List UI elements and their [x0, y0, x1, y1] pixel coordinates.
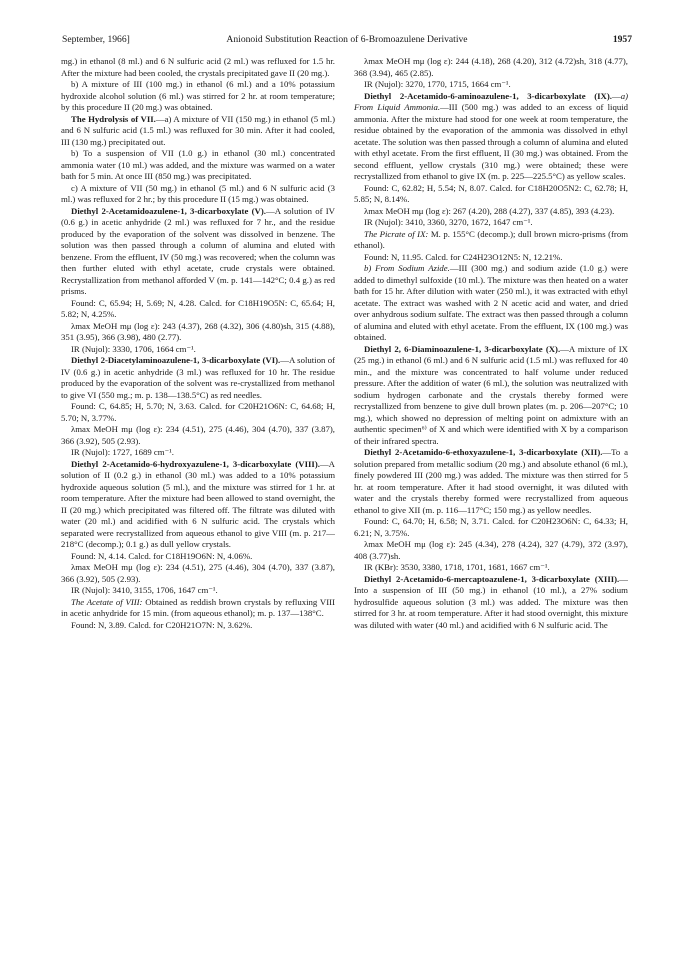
- body-text: Found: N, 4.14. Calcd. for C18H19O6N: N, 4.06%.: [71, 550, 253, 561]
- body-text: IR (Nujol): 3270, 1770, 1715, 1664 cm⁻¹.: [364, 79, 511, 89]
- italic-subheading: The Picrate of IX:: [364, 228, 429, 239]
- compound-heading: Diethyl 2-Acetamido-6-ethoxyazulene-1, 3-dicarboxylate (XII).: [364, 447, 603, 457]
- body-text: λmax MeOH mμ (log ε): 245 (4.34), 278 (4.24), 327 (4.79), 372 (3.97), 408 (3.77)sh.: [354, 539, 628, 561]
- body-text: λmax MeOH mμ (log ε): 234 (4.51), 275 (4.46), 304 (4.70), 337 (3.87), 366 (3.92), 505 (2.93).: [61, 562, 335, 584]
- paragraph: [61, 148, 335, 183]
- paragraph: [354, 562, 628, 574]
- paragraph: [61, 206, 335, 298]
- body-text: Found: N, 11.95. Calcd. for C24H23O12N5: N, 12.21%.: [364, 251, 563, 262]
- paragraph: [61, 620, 335, 632]
- italic-subheading: b) From Sodium Azide.: [364, 263, 450, 273]
- body-text: Found: C, 64.70; H, 6.58; N, 3.71. Calcd. for C20H23O6N: C, 64.33; H, 6.21; N, 3.75%.: [354, 516, 628, 538]
- paragraph: [354, 206, 628, 218]
- paragraph: [61, 424, 335, 447]
- paragraph: [354, 229, 628, 252]
- paragraph: [61, 183, 335, 206]
- paragraph: [61, 551, 335, 563]
- paragraph: [61, 585, 335, 597]
- paragraph: [354, 217, 628, 229]
- compound-heading: Diethyl 2-Acetamidoazulene-1, 3-dicarboxylate (V).: [71, 205, 266, 216]
- body-text: —A solution of II (0.2 g.) in ethanol (30 ml.) was added to a 10% potassium hydroxide aqueous solution (5 ml.), and the mixture was stirred for 1 hr. at room temperature. After the mixture had been allowed to stand overnight, the II (20 mg.) which precipitated was filtered off. The filtrate was diluted with water (20 ml.) and acidified with 6 N sulfuric acid. The crystals which separated were recrystallized from aqueous ethanol to give VIII (m. p. 217—218°C (decomp.); 0.1 g.) as dull yellow crystals.: [61, 458, 335, 549]
- paragraph: [61, 298, 335, 321]
- body-text: —III (500 mg.) was added to an excess of liquid ammonia. After the mixture had stood for one week at room temperature, the residue obtained by the evaporation of the ammonia was dissolved in ethyl acetate. The solution was then passed through a column of alumina and eluted with ethyl acetate. From the first effluent, II (30 mg.) was obtained. From the second effluent, yellow crystals (310 mg.) were obtained; these were recrystallized from ethanol to give IX (m. p. 225—225.5°C) as yellow scales.: [354, 102, 628, 181]
- paragraph: [61, 355, 335, 401]
- paragraph: [61, 562, 335, 585]
- paragraph: [354, 516, 628, 539]
- paragraph: [354, 56, 628, 79]
- paragraph: [354, 79, 628, 91]
- paragraph: [61, 321, 335, 344]
- paragraph: [61, 114, 335, 149]
- body-text: Obtained as reddish brown crystals by refluxing VIII in acetic anhydride for 15 min. (from aqueous ethanol); m. p. 137—138°C.: [61, 596, 335, 618]
- body-text: IR (KBr): 3530, 3380, 1718, 1701, 1681, 1667 cm⁻¹.: [364, 562, 550, 572]
- body-text: Found: N, 3.89. Calcd. for C20H21O7N: N, 3.62%.: [71, 619, 253, 630]
- body-text: —: [611, 90, 621, 101]
- paragraph: [61, 79, 335, 114]
- body-text: Found: C, 62.82; H, 5.54; N, 8.07. Calcd. for C18H20O5N2: C, 62.78; H, 5.85; N, 8.14%.: [354, 182, 628, 204]
- body-text: —a) A mixture of VII (150 mg.) in ethanol (5 ml.) and 6 N sulfuric acid (1.5 ml.) was refluxed for 30 min. After it had cooled, III (130 mg.) precipitated out.: [61, 113, 335, 147]
- italic-subheading: The Acetate of VIII:: [71, 596, 143, 607]
- body-text: —Into a suspension of III (50 mg.) in ethanol (10 ml.), a 27% sodium hydrosulfide aqueous solution (3 ml.) was added. The mixture was then stirred for 3 hr. at room temperature. After it had stood overnight, this mixture was diluted with water (40 ml.) and acidified with 6 N sulfuric acid. The: [354, 573, 628, 630]
- paragraph: [354, 539, 628, 562]
- paragraph: [354, 344, 628, 448]
- body-text: λmax MeOH mμ (log ε): 244 (4.18), 268 (4.20), 312 (4.72)sh, 318 (4.77), 368 (3.94), 465 (2.85).: [354, 56, 628, 78]
- paragraph: [61, 56, 335, 79]
- running-header: [62, 34, 632, 50]
- body-text: c) A mixture of VII (50 mg.) in ethanol (5 ml.) and 6 N sulfuric acid (3 ml.) was refluxed for 2 hr.; by this procedure II (15 mg.) was obtained.: [61, 182, 335, 204]
- paragraph: [354, 263, 628, 344]
- body-text: mg.) in ethanol (8 ml.) and 6 N sulfuric acid (2 ml.) was refluxed for 1.5 hr. After the mixture had been cooled, the crystals precipitated gave II (20 mg.).: [61, 56, 335, 78]
- header-date: September, 1966]: [62, 34, 130, 45]
- paragraph: [354, 183, 628, 206]
- right-column: [354, 56, 628, 956]
- body-text: IR (Nujol): 1727, 1689 cm⁻¹.: [71, 447, 174, 457]
- paragraph: [354, 447, 628, 516]
- body-text: λmax MeOH mμ (log ε): 234 (4.51), 275 (4.46), 304 (4.70), 337 (3.87), 366 (3.92), 505 (2.93).: [61, 424, 335, 446]
- body-text: b) A mixture of III (100 mg.) in ethanol (6 ml.) and a 10% potassium hydroxide alcohol solution (6 ml.) was stirred for 2 hr. at room temperature; by this procedure II (20 mg.) was obtained.: [61, 79, 335, 112]
- body-text: λmax MeOH mμ (log ε): 243 (4.37), 268 (4.32), 306 (4.80)sh, 315 (4.88), 351 (3.95), 366 (3.98), 480 (2.77).: [61, 320, 335, 342]
- compound-heading: Diethyl 2-Acetamido-6-aminoazulene-1, 3-dicarboxylate (IX).: [364, 90, 612, 101]
- paragraph: [354, 91, 628, 183]
- compound-heading: Diethyl 2, 6-Diaminoazulene-1, 3-dicarboxylate (X).: [364, 343, 561, 354]
- italic-subheading: a) From Liquid Ammonia.: [354, 90, 628, 112]
- body-text: Found: C, 64.85; H, 5.70; N, 3.63. Calcd. for C20H21O6N: C, 64.68; H, 5.70; N, 3.77%.: [61, 401, 335, 423]
- body-text: λmax MeOH mμ (log ε): 267 (4.20), 288 (4.27), 337 (4.85), 393 (4.23).: [364, 205, 615, 216]
- body-text: b) To a suspension of VII (1.0 g.) in ethanol (30 ml.) concentrated ammonia water (10 ml.) was added, and the mixture was warmed on a water bath for 5 min. At once III (850 mg.) was precipitated.: [61, 148, 335, 181]
- body-text: —To a solution prepared from metallic sodium (20 mg.) and absolute ethanol (6 ml.), finely powdered III (200 mg.) was added. The mixture was then stirred for 5 hr. at room temperature. After it had stood overnight, it was diluted with water and the crystals thereby formed were recrystallized from aqueous ethanol to give XII (m. p. 116—117°C; 150 mg.) as yellow needles.: [354, 447, 628, 515]
- paragraph: [61, 401, 335, 424]
- body-text: —III (300 mg.) and sodium azide (1.0 g.) were added to dimethyl sulfoxide (10 ml.). The mixture was then heated on a water bath for 15 hr. After dilution with water (250 ml.), it was extracted with ethyl acetate. The extract was washed with 2 N acetic acid and water, and dried over anhydrous sodium sulfate. The extract was then passed through a column of alumina and eluted with ethyl acetate. From the effluent, IX (100 mg.) was obtained.: [354, 263, 628, 342]
- compound-heading: The Hydrolysis of VII.: [71, 113, 156, 124]
- body-text: Found: C, 65.94; H, 5.69; N, 4.28. Calcd. for C18H19O5N: C, 65.64; H, 5.82; N, 4.25%.: [61, 297, 335, 319]
- page-number: 1957: [612, 34, 632, 45]
- paragraph: [354, 252, 628, 264]
- compound-heading: Diethyl 2-Diacetylaminoazulene-1, 3-dicarboxylate (VI).: [71, 355, 281, 365]
- paragraph: [61, 459, 335, 551]
- body-text: IR (Nujol): 3330, 1706, 1664 cm⁻¹.: [71, 343, 196, 354]
- compound-heading: Diethyl 2-Acetamido-6-mercaptoazulene-1, 3-dicarboxylate (XIII).: [364, 573, 620, 584]
- paragraph: [61, 344, 335, 356]
- body-text: M. p. 155°C (decomp.); dull brown micro-prisms (from ethanol).: [354, 228, 628, 250]
- body-text: —A solution of IV (0.6 g.) in acetic anhydride (2 ml.) was refluxed for 7 hr., and the residue produced by the evaporation of the solvent was dissolved in benzene. The solution was then passed through a column of alumina and eluted with benzene. From the effluent, IV (50 mg.) was recovered; when the column was then further eluted with ethyl acetate, crude crystals were obtained. Recrystallization from methanol afforded V (m. p. 141—142°C; 0.4 g.) as red prisms.: [61, 205, 335, 296]
- body-text: —A solution of IV (0.6 g.) in acetic anhydride (3 ml.) was refluxed for 10 hr. The residue produced by the evaporation of the solvent was re-crystallized from methanol to give VI (550 mg.; m. p. 138—138.5°C) as red needles.: [61, 355, 335, 400]
- paragraph: [61, 447, 335, 459]
- body-text: IR (Nujol): 3410, 3360, 3270, 1672, 1647 cm⁻¹.: [364, 217, 533, 227]
- body-text: —A mixture of IX (25 mg.) in ethanol (6 ml.) and 6 N sulfuric acid (1.5 ml.) was refluxed for 40 min., and the mixture was concentrated to half volume under reduced pressure. After the addition of water (6 ml.), the solution was neutralized with sodium hydrogen carbonate and the crystals thereby formed were recrystallized from benzene to give dull brown plates (m. p. 206—207°C; 10 mg.), which showed no depression of melting point on admixture with an authentic specimen⁶⁾ of X and which were identified with X by a comparison of their infrared spectra.: [354, 343, 628, 446]
- paragraph: [354, 574, 628, 632]
- header-title: Anionoid Substitution Reaction of 6-Bromoazulene Derivative: [226, 34, 468, 45]
- compound-heading: Diethyl 2-Acetamido-6-hydroxyazulene-1, 3-dicarboxylate (VIII).: [71, 458, 320, 469]
- paragraph: [61, 597, 335, 620]
- left-column: [61, 56, 335, 956]
- body-text: IR (Nujol): 3410, 3155, 1706, 1647 cm⁻¹.: [71, 585, 218, 595]
